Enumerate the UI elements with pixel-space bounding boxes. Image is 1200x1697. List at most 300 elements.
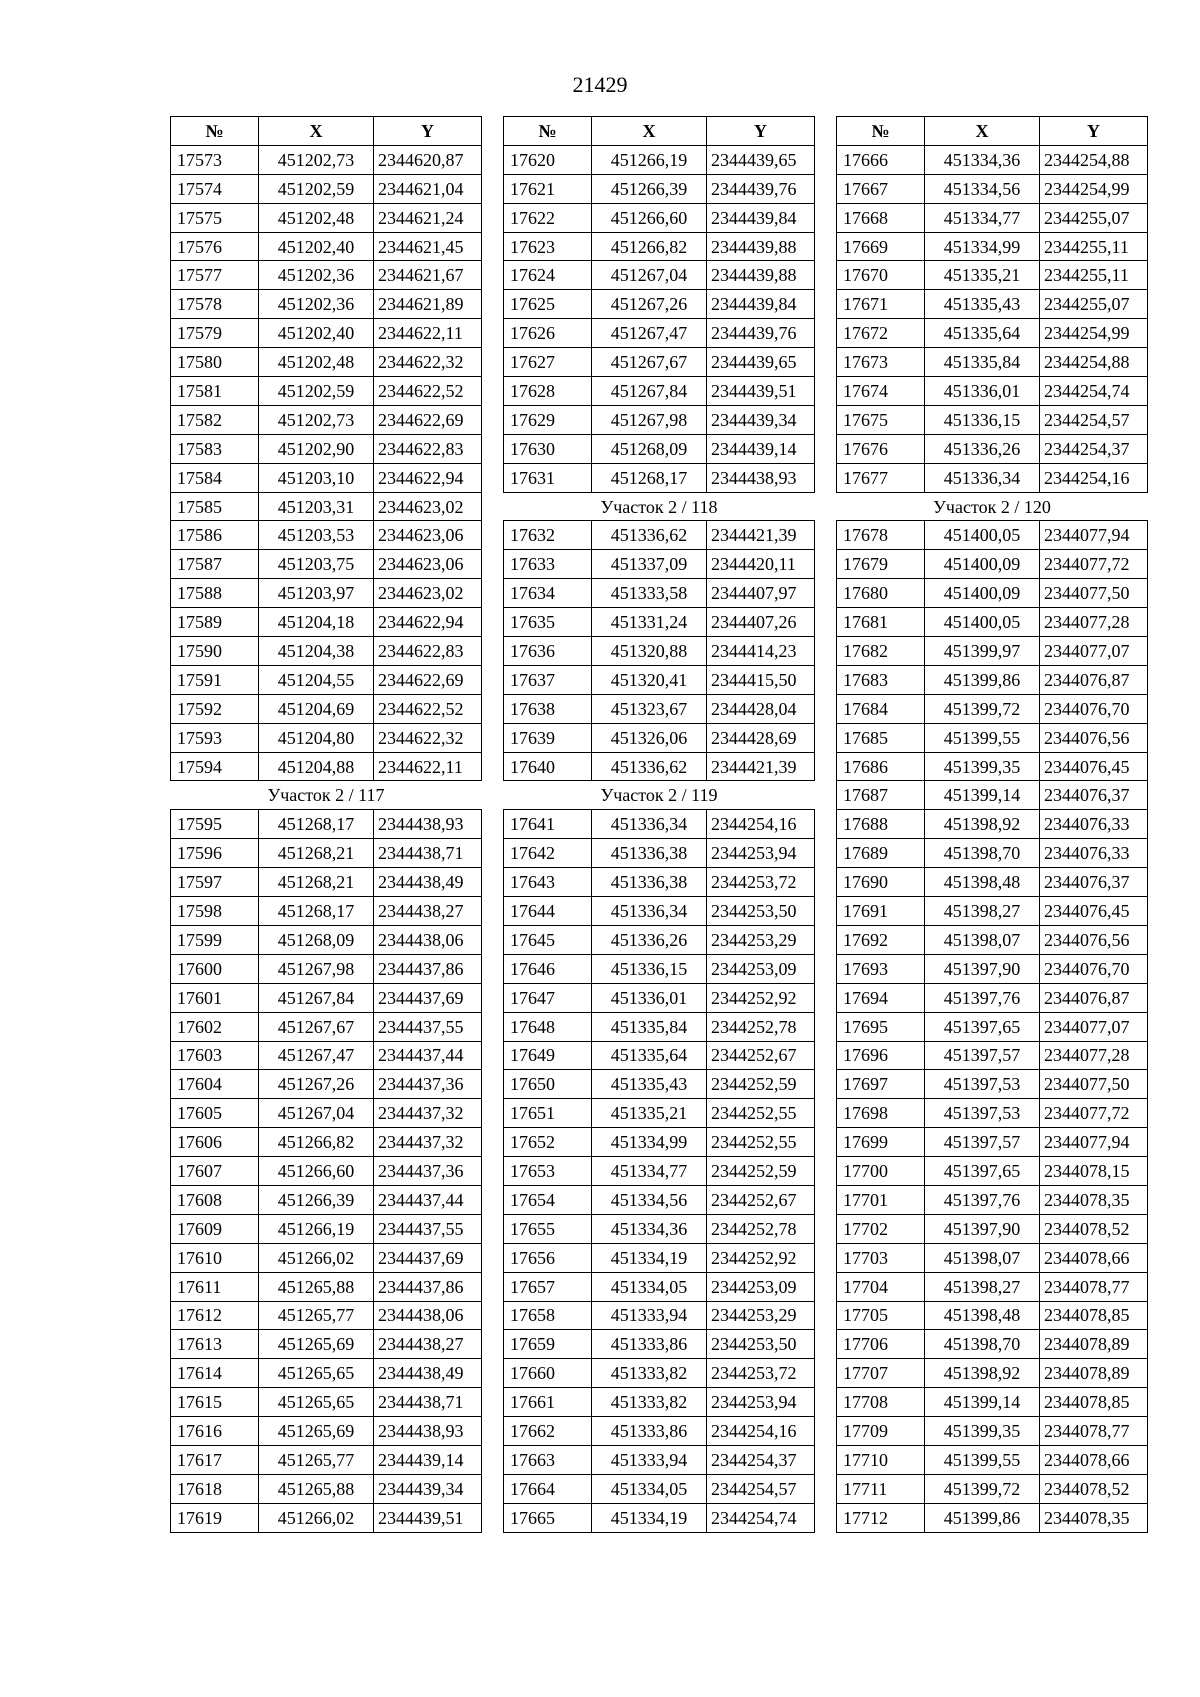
x-coordinate-cell: 451398,48 [925,868,1040,897]
y-coordinate-cell: 2344076,45 [1040,752,1148,781]
table-row [171,810,482,839]
point-number-cell: 17594 [171,752,259,781]
point-number-cell: 17637 [504,665,592,694]
y-coordinate-cell: 2344255,07 [1040,290,1148,319]
point-number-cell: 17620 [504,145,592,174]
y-coordinate-cell: 2344254,57 [707,1474,815,1503]
table-row [837,1243,1148,1272]
x-coordinate-cell: 451267,47 [259,1041,374,1070]
table-row [837,637,1148,666]
y-coordinate-cell: 2344254,37 [1040,434,1148,463]
point-number-cell: 17661 [504,1388,592,1417]
x-coordinate-cell: 451333,58 [592,579,707,608]
point-number-cell: 17668 [837,203,925,232]
y-coordinate-cell: 2344439,76 [707,319,815,348]
y-coordinate-cell: 2344254,74 [1040,377,1148,406]
table-row [837,1301,1148,1330]
table-row [504,983,815,1012]
table-row [171,1099,482,1128]
x-coordinate-cell: 451335,43 [925,290,1040,319]
y-coordinate-cell: 2344077,72 [1040,1099,1148,1128]
y-coordinate-cell: 2344622,94 [374,463,482,492]
table-row [171,434,482,463]
y-coordinate-cell: 2344253,09 [707,954,815,983]
x-coordinate-cell: 451334,19 [592,1243,707,1272]
y-coordinate-cell: 2344253,09 [707,1272,815,1301]
x-coordinate-cell: 451268,09 [592,434,707,463]
point-number-cell: 17685 [837,723,925,752]
point-number-cell: 17700 [837,1157,925,1186]
header-y: Y [1040,117,1148,146]
point-number-cell: 17591 [171,665,259,694]
y-coordinate-cell: 2344622,83 [374,637,482,666]
header-number: № [504,117,592,146]
table-row [171,521,482,550]
y-coordinate-cell: 2344438,49 [374,1359,482,1388]
y-coordinate-cell: 2344437,32 [374,1128,482,1157]
x-coordinate-cell: 451266,60 [592,203,707,232]
x-coordinate-cell: 451400,05 [925,521,1040,550]
y-coordinate-cell: 2344076,70 [1040,694,1148,723]
x-coordinate-cell: 451336,34 [592,897,707,926]
point-number-cell: 17648 [504,1012,592,1041]
y-coordinate-cell: 2344622,52 [374,694,482,723]
y-coordinate-cell: 2344439,65 [707,145,815,174]
table-row [504,405,815,434]
x-coordinate-cell: 451333,94 [592,1301,707,1330]
table-row [504,1012,815,1041]
y-coordinate-cell: 2344623,06 [374,550,482,579]
point-number-cell: 17622 [504,203,592,232]
table-row [171,665,482,694]
table-row [504,897,815,926]
y-coordinate-cell: 2344252,67 [707,1185,815,1214]
x-coordinate-cell: 451399,35 [925,752,1040,781]
point-number-cell: 17687 [837,781,925,810]
x-coordinate-cell: 451203,75 [259,550,374,579]
x-coordinate-cell: 451336,26 [592,925,707,954]
point-number-cell: 17704 [837,1272,925,1301]
y-coordinate-cell: 2344437,86 [374,954,482,983]
point-number-cell: 17588 [171,579,259,608]
table-row [171,1128,482,1157]
table-row [837,550,1148,579]
y-coordinate-cell: 2344078,89 [1040,1330,1148,1359]
y-coordinate-cell: 2344438,27 [374,897,482,926]
x-coordinate-cell: 451265,77 [259,1301,374,1330]
point-number-cell: 17646 [504,954,592,983]
table-row [837,434,1148,463]
x-coordinate-cell: 451203,97 [259,579,374,608]
table-row [504,521,815,550]
x-coordinate-cell: 451397,90 [925,954,1040,983]
x-coordinate-cell: 451326,06 [592,723,707,752]
y-coordinate-cell: 2344439,14 [374,1445,482,1474]
x-coordinate-cell: 451397,65 [925,1012,1040,1041]
point-number-cell: 17652 [504,1128,592,1157]
y-coordinate-cell: 2344438,49 [374,868,482,897]
y-coordinate-cell: 2344077,28 [1040,1041,1148,1070]
y-coordinate-cell: 2344076,56 [1040,723,1148,752]
y-coordinate-cell: 2344076,33 [1040,839,1148,868]
x-coordinate-cell: 451398,48 [925,1301,1040,1330]
point-number-cell: 17636 [504,637,592,666]
table-row [837,1503,1148,1532]
header-x: X [259,117,374,146]
y-coordinate-cell: 2344078,85 [1040,1388,1148,1417]
table-row [504,1359,815,1388]
x-coordinate-cell: 451265,69 [259,1417,374,1446]
y-coordinate-cell: 2344421,39 [707,752,815,781]
x-coordinate-cell: 451320,41 [592,665,707,694]
x-coordinate-cell: 451334,77 [925,203,1040,232]
x-coordinate-cell: 451265,65 [259,1388,374,1417]
point-number-cell: 17686 [837,752,925,781]
y-coordinate-cell: 2344420,11 [707,550,815,579]
point-number-cell: 17683 [837,665,925,694]
point-number-cell: 17660 [504,1359,592,1388]
x-coordinate-cell: 451337,09 [592,550,707,579]
point-number-cell: 17615 [171,1388,259,1417]
point-number-cell: 17698 [837,1099,925,1128]
point-number-cell: 17656 [504,1243,592,1272]
x-coordinate-cell: 451335,84 [592,1012,707,1041]
point-number-cell: 17679 [837,550,925,579]
table-row [837,145,1148,174]
table-row [504,1128,815,1157]
x-coordinate-cell: 451336,34 [925,463,1040,492]
point-number-cell: 17595 [171,810,259,839]
x-coordinate-cell: 451267,98 [259,954,374,983]
table-row [504,1330,815,1359]
y-coordinate-cell: 2344252,59 [707,1070,815,1099]
point-number-cell: 17707 [837,1359,925,1388]
x-coordinate-cell: 451267,47 [592,319,707,348]
x-coordinate-cell: 451204,88 [259,752,374,781]
point-number-cell: 17585 [171,492,259,521]
y-coordinate-cell: 2344253,50 [707,897,815,926]
point-number-cell: 17680 [837,579,925,608]
point-number-cell: 17613 [171,1330,259,1359]
point-number-cell: 17709 [837,1417,925,1446]
x-coordinate-cell: 451336,01 [925,377,1040,406]
y-coordinate-cell: 2344428,69 [707,723,815,752]
y-coordinate-cell: 2344077,94 [1040,521,1148,550]
point-number-cell: 17624 [504,261,592,290]
y-coordinate-cell: 2344078,77 [1040,1417,1148,1446]
table-row [837,839,1148,868]
x-coordinate-cell: 451336,15 [925,405,1040,434]
y-coordinate-cell: 2344078,35 [1040,1185,1148,1214]
y-coordinate-cell: 2344439,88 [707,261,815,290]
header-number: № [837,117,925,146]
x-coordinate-cell: 451399,72 [925,1474,1040,1503]
point-number-cell: 17581 [171,377,259,406]
y-coordinate-cell: 2344252,92 [707,1243,815,1272]
y-coordinate-cell: 2344439,14 [707,434,815,463]
point-number-cell: 17582 [171,405,259,434]
x-coordinate-cell: 451336,62 [592,752,707,781]
y-coordinate-cell: 2344622,69 [374,665,482,694]
point-number-cell: 17589 [171,608,259,637]
y-coordinate-cell: 2344252,78 [707,1214,815,1243]
point-number-cell: 17658 [504,1301,592,1330]
y-coordinate-cell: 2344621,67 [374,261,482,290]
y-coordinate-cell: 2344621,89 [374,290,482,319]
point-number-cell: 17653 [504,1157,592,1186]
point-number-cell: 17630 [504,434,592,463]
table-row [837,954,1148,983]
table-row [171,145,482,174]
table-row [837,290,1148,319]
y-coordinate-cell: 2344622,52 [374,377,482,406]
y-coordinate-cell: 2344076,37 [1040,868,1148,897]
x-coordinate-cell: 451400,05 [925,608,1040,637]
y-coordinate-cell: 2344439,88 [707,232,815,261]
point-number-cell: 17645 [504,925,592,954]
point-number-cell: 17696 [837,1041,925,1070]
point-number-cell: 17677 [837,463,925,492]
header-y: Y [707,117,815,146]
x-coordinate-cell: 451336,34 [592,810,707,839]
table-row [837,810,1148,839]
point-number-cell: 17608 [171,1185,259,1214]
table-row [504,579,815,608]
y-coordinate-cell: 2344253,72 [707,1359,815,1388]
x-coordinate-cell: 451202,73 [259,405,374,434]
y-coordinate-cell: 2344439,84 [707,203,815,232]
y-coordinate-cell: 2344438,93 [374,1417,482,1446]
table-row [171,752,482,781]
x-coordinate-cell: 451265,88 [259,1474,374,1503]
x-coordinate-cell: 451335,84 [925,348,1040,377]
point-number-cell: 17689 [837,839,925,868]
table-row [171,1041,482,1070]
point-number-cell: 17607 [171,1157,259,1186]
point-number-cell: 17590 [171,637,259,666]
table-row [504,1243,815,1272]
table-row [504,145,815,174]
point-number-cell: 17573 [171,145,259,174]
point-number-cell: 17691 [837,897,925,926]
page-number: 21429 [572,72,628,97]
table-row [171,1474,482,1503]
table-row [171,463,482,492]
table-row [504,868,815,897]
y-coordinate-cell: 2344415,50 [707,665,815,694]
x-coordinate-cell: 451202,73 [259,145,374,174]
y-coordinate-cell: 2344439,76 [707,174,815,203]
point-number-cell: 17631 [504,463,592,492]
y-coordinate-cell: 2344253,94 [707,839,815,868]
section-row [837,492,1148,521]
coordinate-table-3 [836,116,1148,1533]
point-number-cell: 17584 [171,463,259,492]
point-number-cell: 17597 [171,868,259,897]
x-coordinate-cell: 451336,26 [925,434,1040,463]
y-coordinate-cell: 2344622,11 [374,319,482,348]
y-coordinate-cell: 2344620,87 [374,145,482,174]
table-row [837,1359,1148,1388]
x-coordinate-cell: 451202,48 [259,348,374,377]
point-number-cell: 17673 [837,348,925,377]
x-coordinate-cell: 451267,84 [592,377,707,406]
table-row [837,983,1148,1012]
header-y: Y [374,117,482,146]
point-number-cell: 17670 [837,261,925,290]
point-number-cell: 17593 [171,723,259,752]
point-number-cell: 17580 [171,348,259,377]
table-row [171,579,482,608]
y-coordinate-cell: 2344421,39 [707,521,815,550]
table-row [504,810,815,839]
y-coordinate-cell: 2344439,51 [374,1503,482,1532]
table-row [837,1012,1148,1041]
point-number-cell: 17711 [837,1474,925,1503]
point-number-cell: 17619 [171,1503,259,1532]
y-coordinate-cell: 2344076,45 [1040,897,1148,926]
table-row [171,203,482,232]
table-row [171,405,482,434]
point-number-cell: 17626 [504,319,592,348]
point-number-cell: 17659 [504,1330,592,1359]
y-coordinate-cell: 2344254,99 [1040,319,1148,348]
table-row [171,261,482,290]
table-row [837,868,1148,897]
x-coordinate-cell: 451399,55 [925,1445,1040,1474]
point-number-cell: 17612 [171,1301,259,1330]
table-row [504,174,815,203]
table-row [504,290,815,319]
table-row [837,694,1148,723]
x-coordinate-cell: 451202,59 [259,174,374,203]
table-row [171,377,482,406]
x-coordinate-cell: 451268,17 [592,463,707,492]
table-row [171,1070,482,1099]
x-coordinate-cell: 451268,21 [259,839,374,868]
x-coordinate-cell: 451204,80 [259,723,374,752]
table-row [837,1445,1148,1474]
table-row [171,925,482,954]
x-coordinate-cell: 451334,36 [592,1214,707,1243]
point-number-cell: 17702 [837,1214,925,1243]
table-row [504,1388,815,1417]
x-coordinate-cell: 451333,82 [592,1359,707,1388]
table-row [171,1272,482,1301]
y-coordinate-cell: 2344621,24 [374,203,482,232]
point-number-cell: 17592 [171,694,259,723]
table-row [171,1330,482,1359]
point-number-cell: 17578 [171,290,259,319]
x-coordinate-cell: 451399,72 [925,694,1040,723]
point-number-cell: 17603 [171,1041,259,1070]
x-coordinate-cell: 451397,57 [925,1128,1040,1157]
x-coordinate-cell: 451267,26 [592,290,707,319]
point-number-cell: 17672 [837,319,925,348]
y-coordinate-cell: 2344077,07 [1040,637,1148,666]
x-coordinate-cell: 451267,26 [259,1070,374,1099]
x-coordinate-cell: 451266,82 [259,1128,374,1157]
table-row [171,290,482,319]
x-coordinate-cell: 451335,43 [592,1070,707,1099]
table-row [171,1445,482,1474]
point-number-cell: 17694 [837,983,925,1012]
x-coordinate-cell: 451203,31 [259,492,374,521]
x-coordinate-cell: 451334,56 [592,1185,707,1214]
point-number-cell: 17650 [504,1070,592,1099]
x-coordinate-cell: 451333,86 [592,1330,707,1359]
y-coordinate-cell: 2344254,16 [707,1417,815,1446]
x-coordinate-cell: 451336,01 [592,983,707,1012]
x-coordinate-cell: 451399,86 [925,1503,1040,1532]
point-number-cell: 17678 [837,521,925,550]
y-coordinate-cell: 2344078,52 [1040,1214,1148,1243]
x-coordinate-cell: 451266,02 [259,1503,374,1532]
table-row [837,174,1148,203]
y-coordinate-cell: 2344623,02 [374,579,482,608]
section-title: Участок 2 / 120 [837,492,1148,521]
x-coordinate-cell: 451204,18 [259,608,374,637]
point-number-cell: 17634 [504,579,592,608]
y-coordinate-cell: 2344253,29 [707,925,815,954]
x-coordinate-cell: 451266,19 [592,145,707,174]
y-coordinate-cell: 2344437,32 [374,1099,482,1128]
y-coordinate-cell: 2344253,72 [707,868,815,897]
x-coordinate-cell: 451335,21 [925,261,1040,290]
point-number-cell: 17712 [837,1503,925,1532]
table-row [171,608,482,637]
y-coordinate-cell: 2344439,34 [707,405,815,434]
table-row [171,897,482,926]
x-coordinate-cell: 451334,99 [592,1128,707,1157]
x-coordinate-cell: 451202,40 [259,319,374,348]
table-row [504,665,815,694]
table-row [837,1330,1148,1359]
table-row [171,723,482,752]
section-row [504,492,815,521]
table-row [171,954,482,983]
x-coordinate-cell: 451204,69 [259,694,374,723]
x-coordinate-cell: 451267,98 [592,405,707,434]
table-row [504,752,815,781]
y-coordinate-cell: 2344076,70 [1040,954,1148,983]
point-number-cell: 17706 [837,1330,925,1359]
point-number-cell: 17708 [837,1388,925,1417]
y-coordinate-cell: 2344078,15 [1040,1157,1148,1186]
table-row [504,232,815,261]
x-coordinate-cell: 451399,14 [925,1388,1040,1417]
table-row [171,1185,482,1214]
point-number-cell: 17682 [837,637,925,666]
table-row [504,434,815,463]
point-number-cell: 17628 [504,377,592,406]
x-coordinate-cell: 451267,84 [259,983,374,1012]
point-number-cell: 17625 [504,290,592,319]
x-coordinate-cell: 451400,09 [925,550,1040,579]
x-coordinate-cell: 451397,53 [925,1070,1040,1099]
table-row [504,550,815,579]
table-row [837,752,1148,781]
table-row [837,1185,1148,1214]
table-row [171,550,482,579]
x-coordinate-cell: 451267,04 [592,261,707,290]
y-coordinate-cell: 2344078,35 [1040,1503,1148,1532]
y-coordinate-cell: 2344622,69 [374,405,482,434]
y-coordinate-cell: 2344437,69 [374,983,482,1012]
table-row [504,1417,815,1446]
x-coordinate-cell: 451334,19 [592,1503,707,1532]
point-number-cell: 17609 [171,1214,259,1243]
